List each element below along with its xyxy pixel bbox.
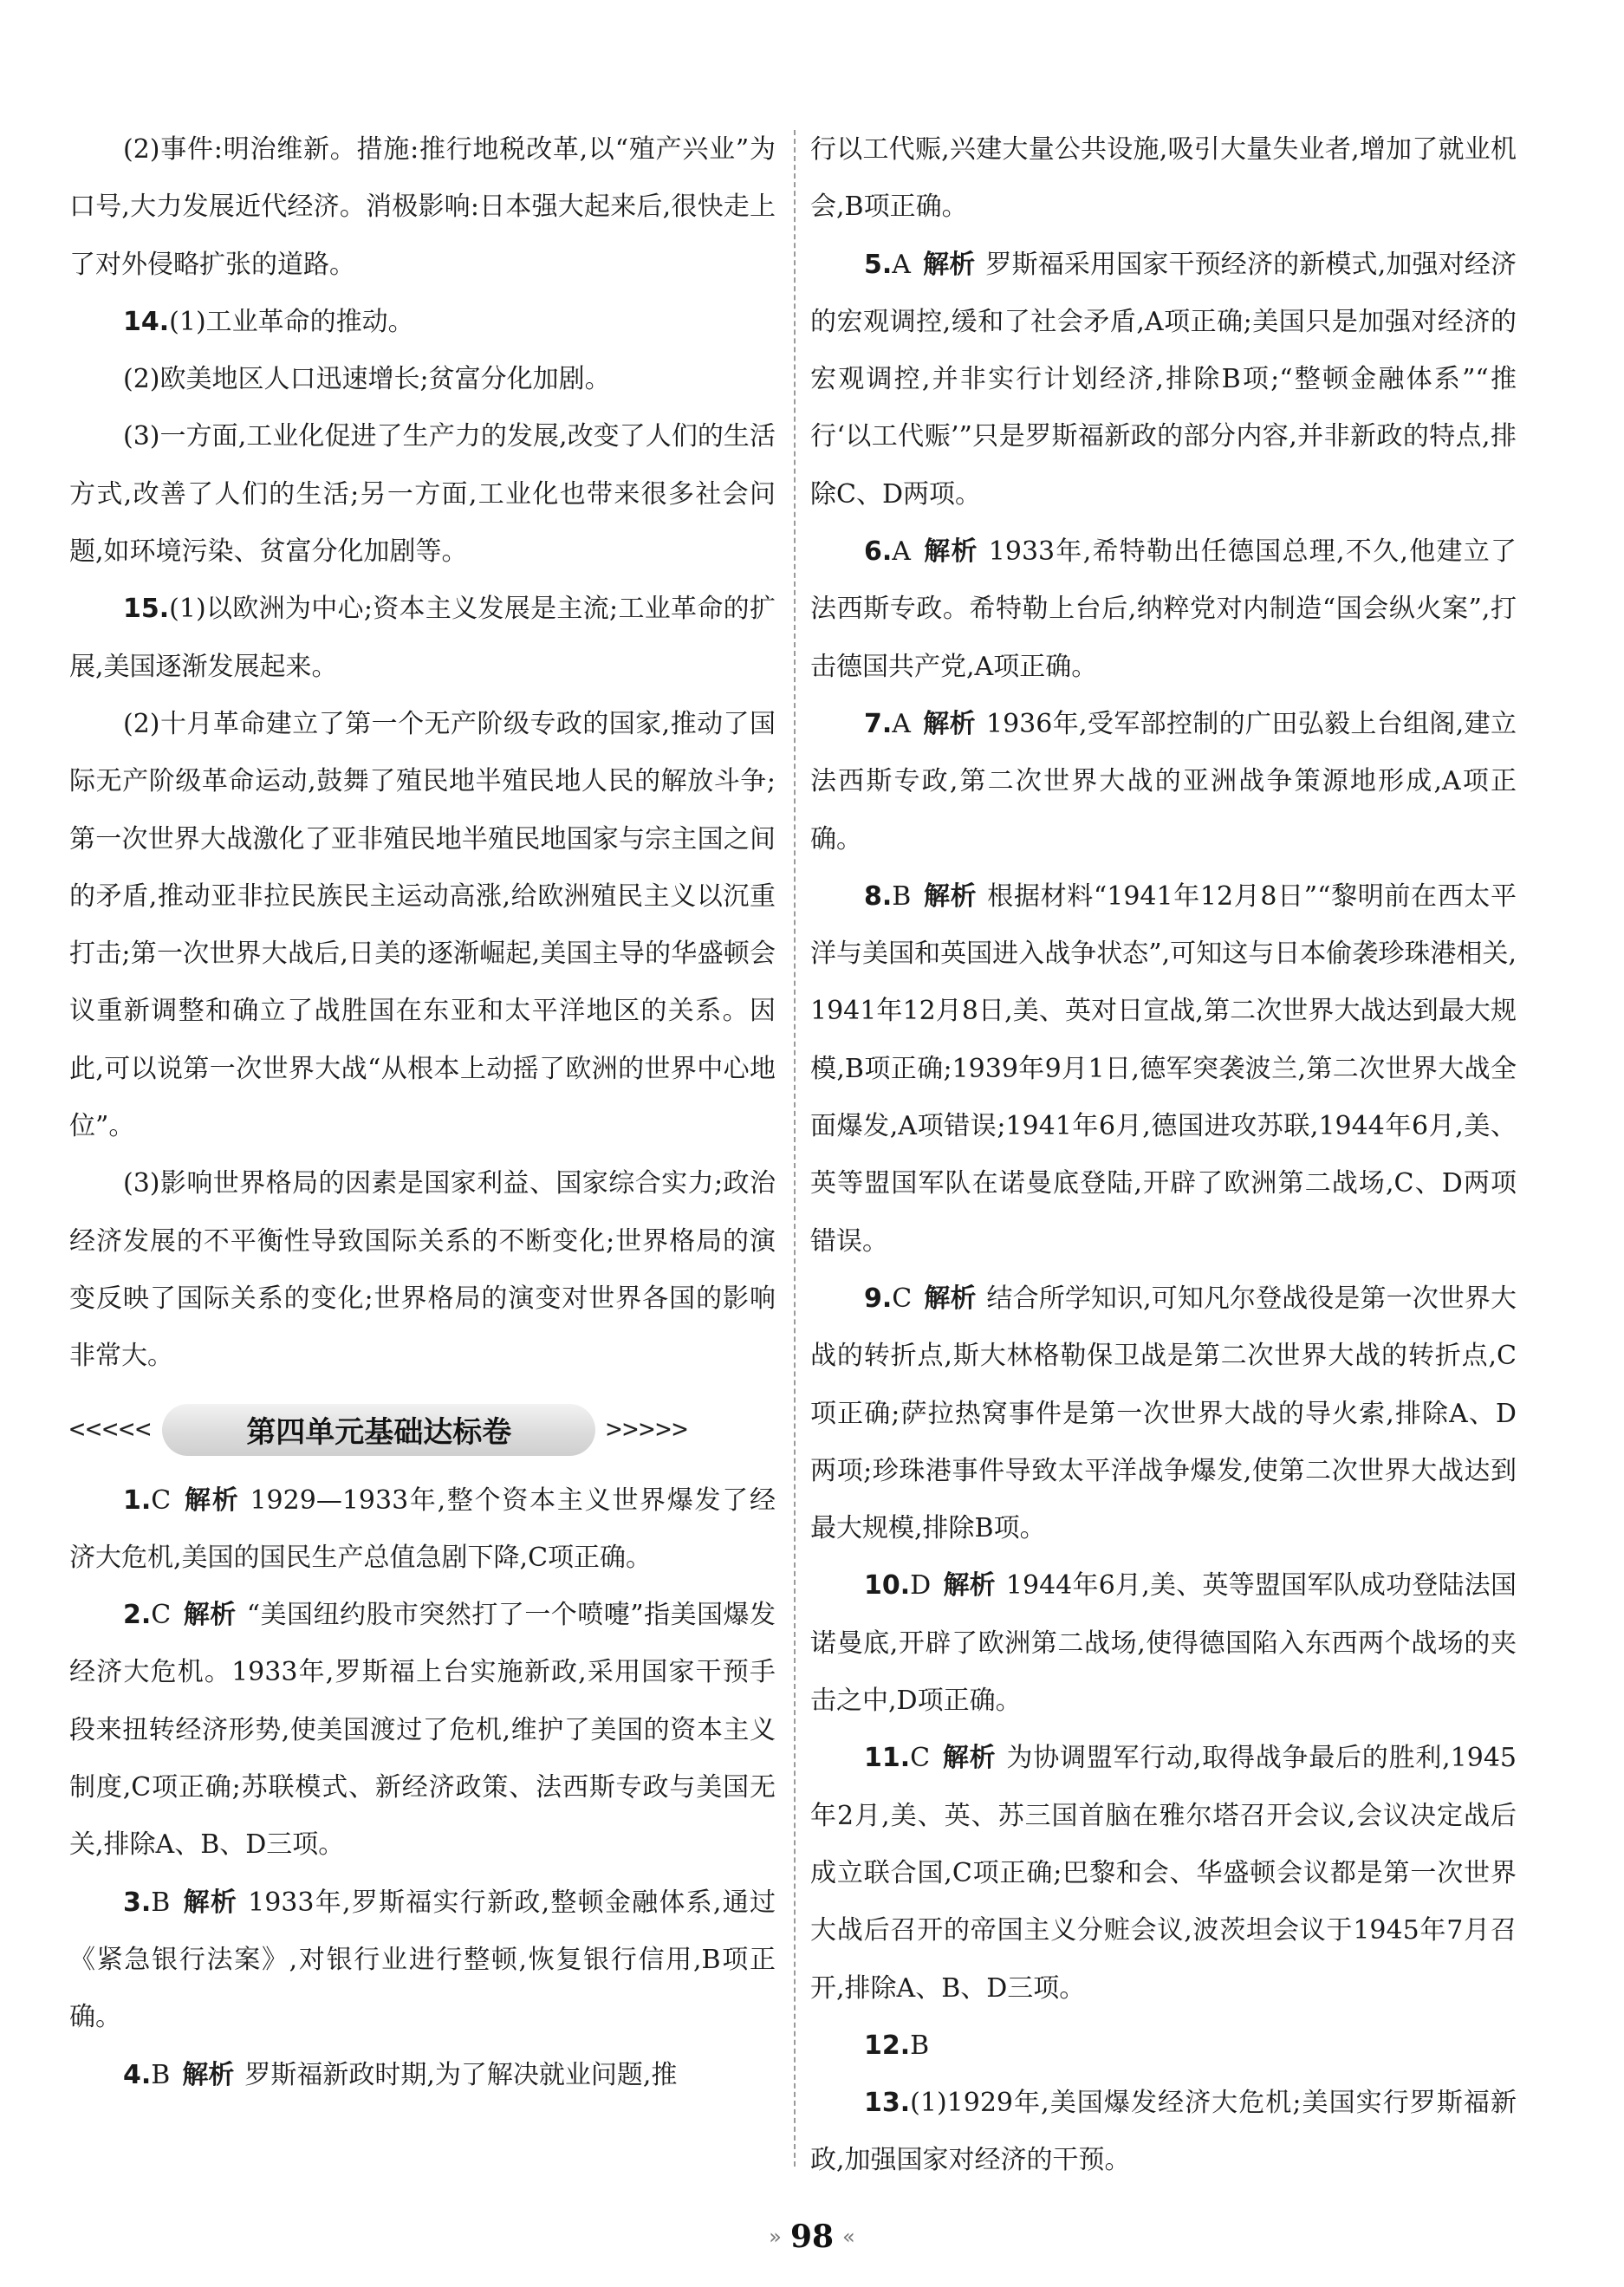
answer-15-part2: (2)十月革命建立了第一个无产阶级专政的国家,推动了国际无产阶级革命运动,鼓舞了殖民地半殖民地人民的解放斗争;第一次世界大战激化了亚非殖民地半殖民地国家与宗主国之间的矛盾,推动亚非拉民族民主运动高涨,给欧洲殖民主义以沉重打击;第一次世界大战后,日美的逐渐崛起,美国主导的华盛顿会议重新调整和确立了战胜国在东亚和太平洋地区的关系。因此,可以说第一次世界大战“从根本上动摇了欧洲的世界中心地位”。 [69, 708, 776, 1142]
answer-14-part2: (2)欧美地区人口迅速增长;贫富分化加剧。 [123, 364, 611, 395]
question-number: 11. [864, 1743, 911, 1774]
analysis-label: 解析 [923, 880, 978, 912]
question-number: 8. [864, 880, 893, 912]
question-number: 3. [123, 1887, 152, 1918]
question-number: 7. [864, 708, 893, 739]
answer-7: 7.A 解析 1936年,受军部控制的广田弘毅上台组阁,建立法西斯专政,第二次世界大战的亚洲战争策源地形成,A项正确。 [810, 708, 1517, 854]
footer-left-mark: » [769, 2225, 782, 2249]
answer-15-part1: 15.(1)以欧洲为中心;资本主义发展是主流;工业革命的扩展,美国逐渐发展起来。 [69, 594, 776, 682]
analysis-label: 解析 [182, 1887, 238, 1918]
answer-1: 1.C 解析 1929—1933年,整个资本主义世界爆发了经济大危机,美国的国民生产总值急剧下降,C项正确。 [69, 1485, 776, 1573]
answer-letter: C [151, 1600, 172, 1631]
answer-14-part3: (3)一方面,工业化促进了生产力的发展,改变了人们的生活方式,改善了人们的生活;另一方面,工业化也带来很多社会问题,如环境污染、贫富分化加剧等。 [69, 421, 776, 568]
answer-letter: B [892, 880, 912, 912]
answer-letter: D [910, 1570, 932, 1602]
page-footer [0, 2219, 1624, 2255]
question-number: 15. [123, 594, 170, 625]
section-header [69, 1401, 776, 1459]
analysis-label: 解析 [943, 1570, 996, 1602]
question-number: 12. [864, 2030, 911, 2061]
answer-letter: A [892, 249, 911, 280]
answer-3: 3.B 解析 1933年,罗斯福实行新政,整顿金融体系,通过《紧急银行法案》,对银行业进行整顿,恢复银行信用,B项正确。 [69, 1887, 776, 2033]
answer-8: 8.B 解析 根据材料“1941年12月8日”“黎明前在西太平洋与美国和英国进入战争状态”,可知这与日本偷袭珍珠港相关,1941年12月8日,美、英对日宣战,第二次世界大战达到最大规模,B项正确;1939年9月1日,德军突袭波兰,第二次世界大战全面爆发,A项错误;1941年6月,德国进攻苏联,1944年6月,美、英等盟国军队在诺曼底登陆,开辟了欧洲第二战场,C、D两项错误。 [810, 880, 1517, 1257]
answer-6: 6.A 解析 1933年,希特勒出任德国总理,不久,他建立了法西斯专政。希特勒上台后,纳粹党对内制造“国会纵火案”,打击德国共产党,A项正确。 [810, 536, 1517, 682]
answer-15-part3: (3)影响世界格局的因素是国家利益、国家综合实力;政治经济发展的不平衡性导致国际关系的不断变化;世界格局的演变反映了国际关系的变化;世界格局的演变对世界各国的影响非常大。 [69, 1168, 776, 1372]
answer-10: 10.D 解析 1944年6月,美、英等盟国军队成功登陆法国诺曼底,开辟了欧洲第二战场,使得德国陷入东西两个战场的夹击之中,D项正确。 [810, 1570, 1517, 1717]
answer-letter: B [151, 2059, 171, 2090]
answer-4: 4.B 解析 罗斯福新政时期,为了解决就业问题,推 [123, 2059, 678, 2090]
answer-letter: A [892, 708, 911, 739]
analysis-label: 解析 [922, 536, 978, 568]
analysis-label: 解析 [942, 1743, 997, 1774]
answer-13-part2: (2)事件:明治维新。措施:推行地税改革,以“殖产兴业”为口号,大力发展近代经济。消极影响:日本强大起来后,很快走上了对外侵略扩张的道路。 [69, 134, 776, 280]
answer-letter: B [910, 2030, 930, 2061]
footer-right-mark: « [842, 2225, 855, 2249]
answer-12 [810, 2017, 1517, 2075]
page-number: 98 [789, 2219, 835, 2255]
analysis-label: 解析 [922, 249, 976, 280]
answer-5: 5.A 解析 罗斯福采用国家干预经济的新模式,加强对经济的宏观调控,缓和了社会矛盾,A项正确;美国只是加强对经济的宏观调控,并非实行计划经济,排除B项;“整顿金融体系”“推行‘以工代赈’”只是罗斯福新政的部分内容,并非新政的特点,排除C、D两项。 [810, 249, 1517, 510]
answer-9: 9.C 解析 结合所学知识,可知凡尔登战役是第一次世界大战的转折点,斯大林格勒保卫战是第二次世界大战的转折点,C项正确;萨拉热窝事件是第一次世界大战的导火索,排除A、D两项;珍珠港事件导致太平洋战争爆发,使第二次世界大战达到最大规模,排除B项。 [810, 1283, 1517, 1544]
answer-2: 2.C 解析 “美国纽约股市突然打了一个喷嚏”指美国爆发经济大危机。1933年,罗斯福上台实施新政,采用国家干预手段来扭转经济形势,使美国渡过了危机,维护了美国的资本主义制度,C项正确;苏联模式、新经济政策、法西斯专政与美国无关,排除A、B、D三项。 [69, 1600, 776, 1861]
answer-14-part1: 14.(1)工业革命的推动。 [123, 306, 414, 337]
answer-letter: C [910, 1743, 931, 1774]
column-divider [794, 130, 796, 2167]
answer-11: 11.C 解析 为协调盟军行动,取得战争最后的胜利,1945年2月,美、英、苏三国首脑在雅尔塔召开会议,会议决定战后成立联合国,C项正确;巴黎和会、华盛顿会议都是第一次世界大战后召开的帝国主义分赃会议,波茨坦会议于1945年7月召开,排除A、B、D三项。 [810, 1743, 1517, 2004]
answer-letter: C [151, 1485, 172, 1516]
answer-letter: C [892, 1283, 913, 1314]
answer-letter: A [892, 536, 911, 568]
analysis-label: 解析 [183, 1600, 237, 1631]
question-number: 13. [864, 2088, 911, 2119]
question-number: 14. [123, 306, 170, 337]
answer-13: 13.(1)1929年,美国爆发经济大危机;美国实行罗斯福新政,加强国家对经济的干预。 [810, 2088, 1517, 2176]
right-arrows: >>>>> [606, 1414, 689, 1446]
answer-letter: B [151, 1887, 171, 1918]
section-title: 第四单元基础达标卷 [162, 1404, 595, 1456]
question-number: 10. [864, 1570, 911, 1602]
question-number: 2. [123, 1600, 152, 1631]
left-arrows: <<<<< [69, 1414, 153, 1446]
question-number: 6. [864, 536, 893, 568]
analysis-label: 解析 [182, 2059, 235, 2090]
question-number: 5. [864, 249, 893, 280]
analysis-label: 解析 [183, 1485, 240, 1516]
analysis-label: 解析 [922, 708, 976, 739]
question-number: 4. [123, 2059, 152, 2090]
answer-4-continued: 行以工代赈,兴建大量公共设施,吸引大量失业者,增加了就业机会,B项正确。 [810, 134, 1517, 223]
question-number: 1. [123, 1485, 152, 1516]
analysis-label: 解析 [924, 1283, 977, 1314]
question-number: 9. [864, 1283, 893, 1314]
right-column [810, 121, 1517, 2190]
left-column [69, 121, 776, 2104]
